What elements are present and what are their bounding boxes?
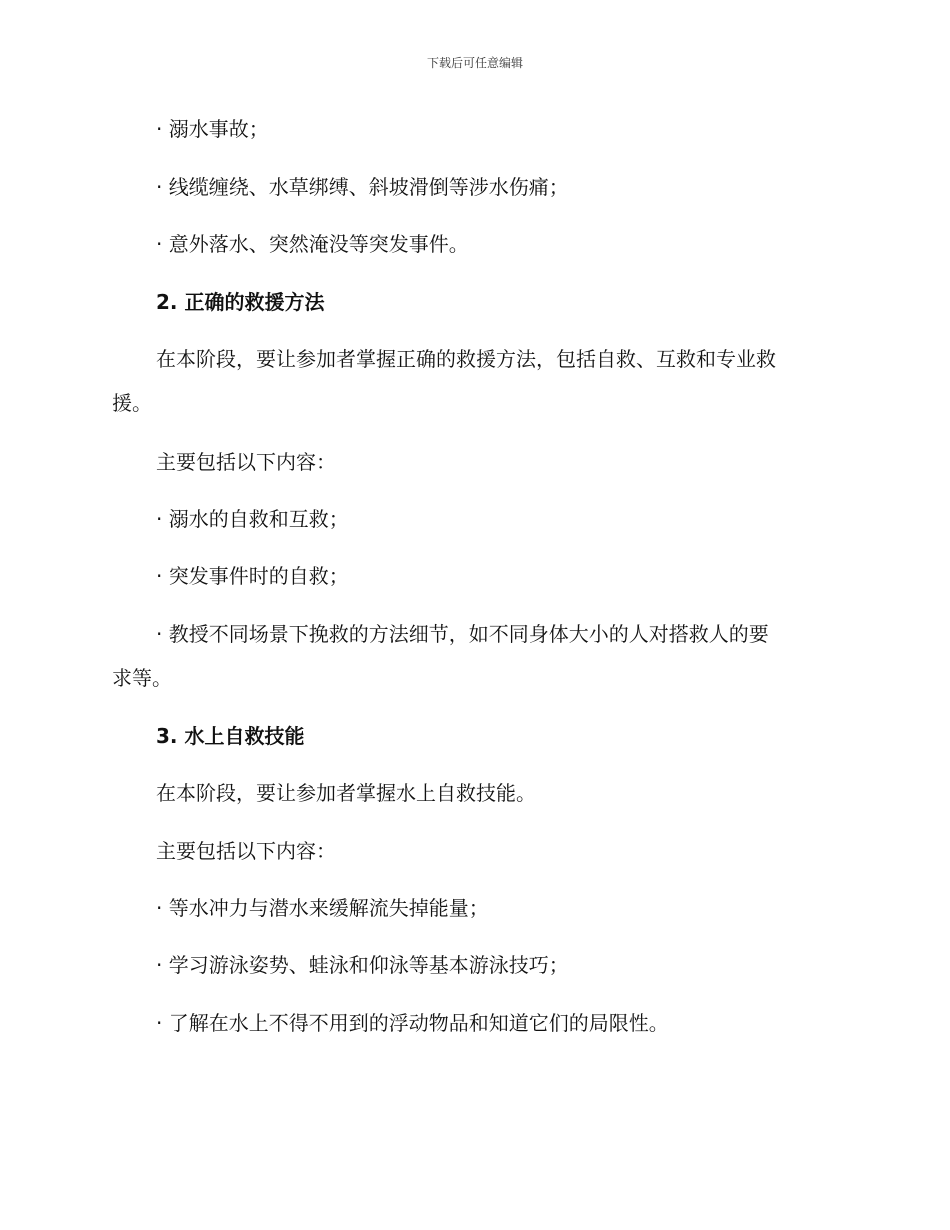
list-item-emergencies: · 意外落水、突然淹没等突发事件。 bbox=[156, 232, 469, 256]
list-item-scenario-details-line2: 求等。 bbox=[112, 666, 172, 690]
section-heading-rescue-methods: 2. 正确的救援方法 bbox=[156, 290, 325, 314]
list-item-water-force: · 等水冲力与潜水来缓解流失掉能量； bbox=[156, 896, 489, 920]
list-item-drowning-accident: · 溺水事故； bbox=[156, 117, 269, 141]
page-header: 下载后可任意编辑 bbox=[426, 56, 523, 70]
list-item-self-rescue-mutual: · 溺水的自救和互救； bbox=[156, 507, 349, 531]
section-heading-water-self-rescue: 3. 水上自救技能 bbox=[156, 724, 305, 748]
list-item-floating-objects: · 了解在水上不得不用到的浮动物品和知道它们的局限性。 bbox=[156, 1011, 669, 1035]
paragraph-contents-intro: 主要包括以下内容： bbox=[156, 450, 336, 474]
list-item-scenario-details-line1: · 教授不同场景下挽救的方法细节，如不同身体大小的人对搭救人的要 bbox=[156, 622, 769, 646]
paragraph-rescue-intro-line2: 援。 bbox=[112, 391, 152, 415]
paragraph-self-rescue-intro: 在本阶段，要让参加者掌握水上自救技能。 bbox=[156, 781, 536, 805]
list-item-swimming-techniques: · 学习游泳姿势、蛙泳和仰泳等基本游泳技巧； bbox=[156, 953, 569, 977]
paragraph-contents-intro-2: 主要包括以下内容： bbox=[156, 839, 336, 863]
list-item-water-injuries: · 线缆缠绕、水草绑缚、斜坡滑倒等涉水伤痛； bbox=[156, 175, 569, 199]
paragraph-rescue-intro-line1: 在本阶段，要让参加者掌握正确的救援方法，包括自救、互救和专业救 bbox=[156, 347, 776, 371]
list-item-emergency-self-rescue: · 突发事件时的自救； bbox=[156, 564, 349, 588]
